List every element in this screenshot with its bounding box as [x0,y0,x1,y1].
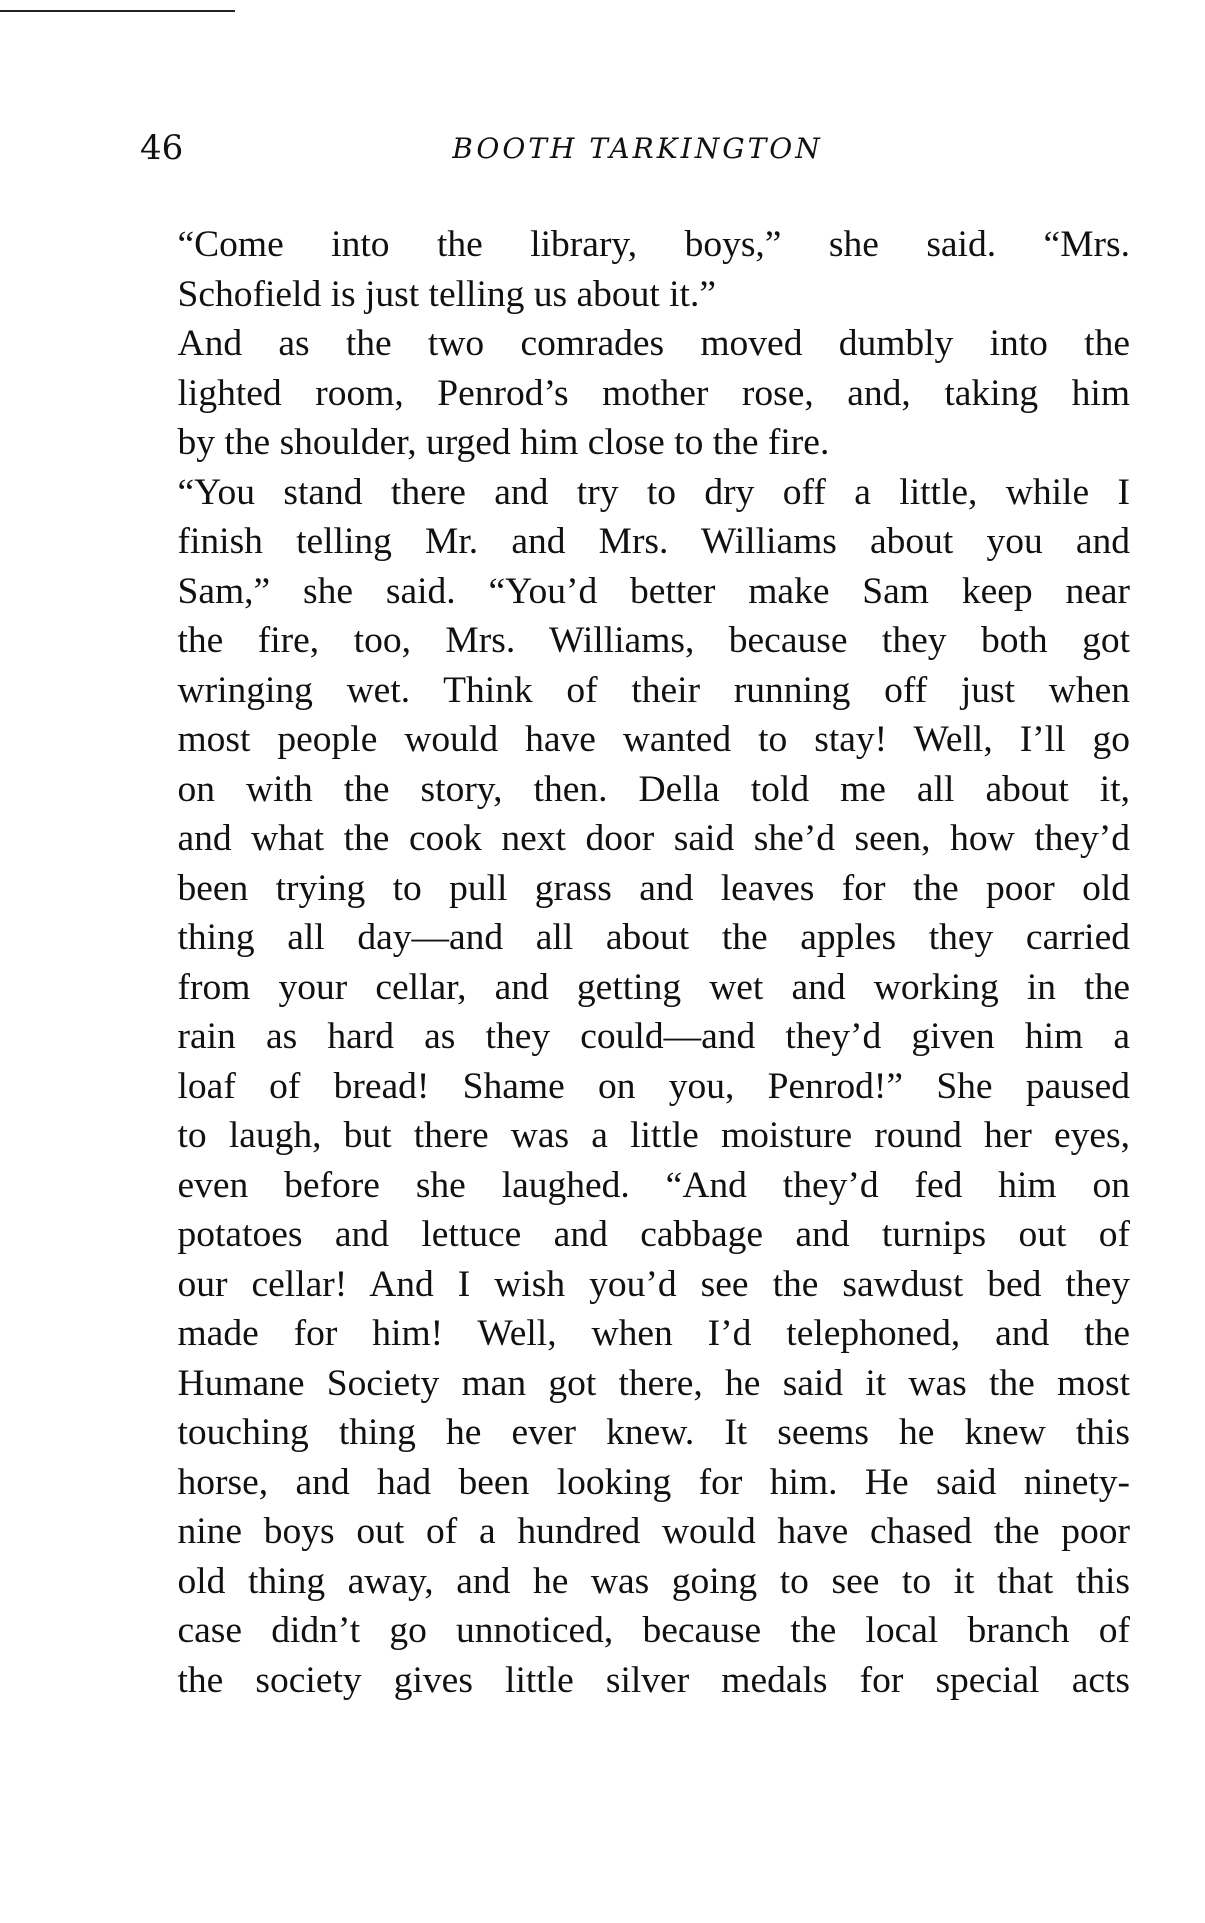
text-line: Schofield is just telling us about it.” [177,273,716,315]
text-line: even before she laughed. “And they’d fed him on [177,1164,1130,1206]
text-line: wringing wet. Think of their running off just when [177,669,1130,711]
text-line: rain as hard as they could—and they’d given him a [177,1016,1130,1057]
text-line: lighted room, Penrod’s mother rose, and, taking him [177,372,1130,414]
text-line: our cellar! And I wish you’d see the sawdust bed they [177,1263,1130,1305]
text-line: from your cellar, and getting wet and working in the [177,966,1130,1008]
top-rule [0,10,235,12]
text-line: case didn’t go unnoticed, because the local branch of [177,1610,1130,1651]
text-line: most people would have wanted to stay! Well, I’ll go [177,719,1130,760]
text-line: loaf of bread! Shame on you, Penrod!” She paused [177,1065,1130,1107]
text-line: old thing away, and he was going to see to it that this [177,1560,1130,1602]
text-line: and what the cook next door said she’d seen, how they’d [177,818,1130,859]
text-line: the fire, too, Mrs. Williams, because they both got [177,620,1130,661]
page-number: 46 [140,128,184,168]
text-line: nine boys out of a hundred would have chased the poor [177,1511,1130,1552]
text-line: “Come into the library, boys,” she said. “Mrs. [177,224,1130,265]
text-line: “You stand there and try to dry off a little, while I [177,471,1130,513]
paragraph [140,319,1130,468]
page-header [140,128,1135,178]
text-line: horse, and had been looking for him. He said ninety- [177,1461,1130,1503]
text-line: Sam,” she said. “You’d better make Sam keep near [177,570,1130,612]
paragraph [140,468,1130,1706]
text-line: on with the story, then. Della told me all about it, [177,768,1130,810]
text-line: by the shoulder, urged him close to the fire. [177,422,830,463]
text-line: made for him! Well, when I’d telephoned, and the [177,1313,1130,1354]
text-line: been trying to pull grass and leaves for the poor old [177,867,1130,909]
text-line: Humane Society man got there, he said it was the most [177,1362,1130,1404]
text-line: thing all day—and all about the apples they carried [177,917,1130,958]
text-line: the society gives little silver medals for special acts [177,1659,1130,1701]
text-line: And as the two comrades moved dumbly into the [177,323,1130,364]
running-head: BOOTH TARKINGTON [452,132,823,165]
text-line: finish telling Mr. and Mrs. Williams about you and [177,521,1130,562]
paragraph [140,220,1130,319]
text-line: potatoes and lettuce and cabbage and turnips out of [177,1214,1130,1255]
text-line: to laugh, but there was a little moisture round her eyes, [177,1115,1130,1156]
text-line: touching thing he ever knew. It seems he knew this [177,1412,1130,1453]
body-text [140,220,1130,1705]
